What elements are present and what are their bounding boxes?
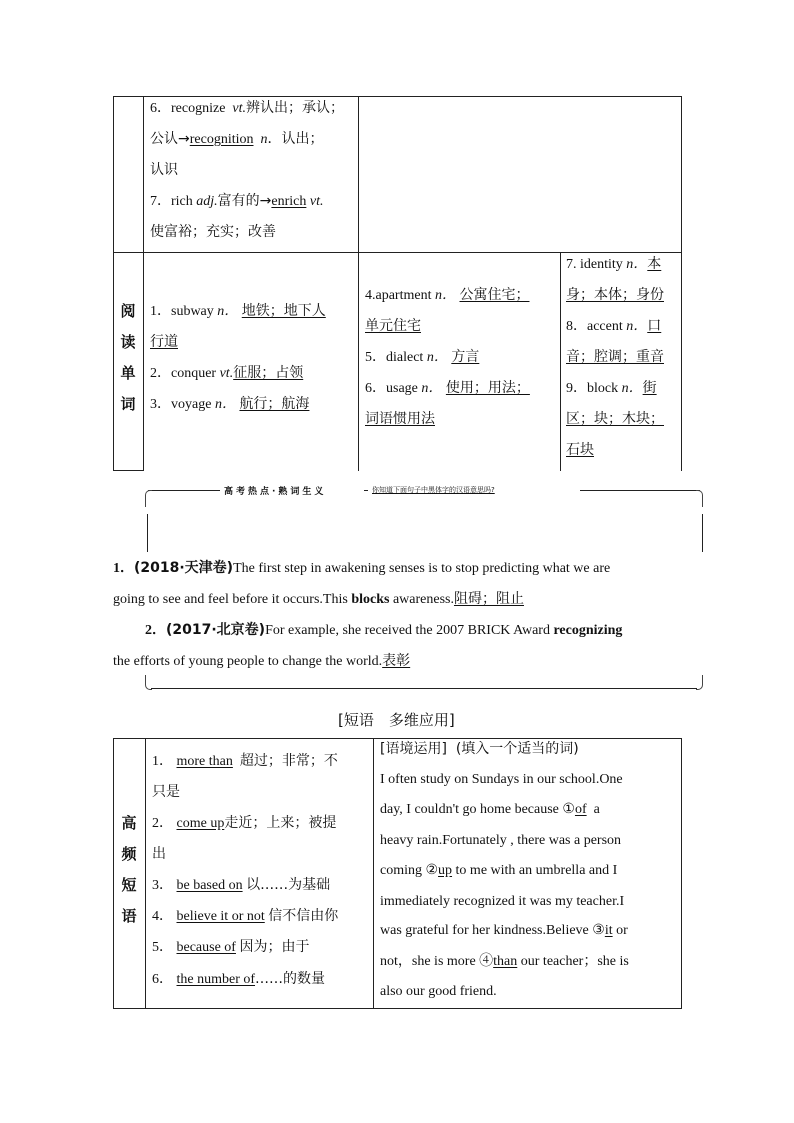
- phrase-1: 1． more than 超过；非常；不: [152, 753, 338, 769]
- word-conquer: 2．conquer vt.征服；占领: [150, 365, 304, 381]
- word-recognize-derivative: 公认→recognition n．认出；: [150, 131, 324, 147]
- word-usage: 6．usage n． 使用；用法；: [365, 380, 530, 396]
- word-rich: 7．rich adj.富有的→enrich vt.: [150, 193, 324, 209]
- context-line-6: was grateful for her kindness.Believe ③it or: [380, 923, 628, 938]
- t1-row-divider: [113, 252, 682, 253]
- phrase-1-def-cont: 只是: [152, 784, 180, 800]
- word-accent-def-cont: 音；腔调；重音: [566, 349, 664, 365]
- context-line-4: coming ②up to me with an umbrella and I: [380, 863, 618, 878]
- word-dialect: 5．dialect n． 方言: [365, 349, 480, 365]
- t1-bottom-left: [113, 470, 144, 471]
- banner-bottom-rule: [151, 688, 697, 689]
- t2-right-border: [681, 738, 682, 1009]
- word-recognize-def-cont: 认识: [150, 162, 178, 178]
- phrase-2-def-cont: 出: [152, 846, 166, 862]
- phrase-3: 3． be based on 以……为基础: [152, 877, 331, 893]
- context-line-2: day, I couldn't go home because ①of a: [380, 802, 600, 817]
- context-line-8: also our good friend.: [380, 984, 497, 999]
- word-block-def-cont: 区；块；木块；: [566, 411, 664, 427]
- banner-subtitle: 你知道下面句子中黑体字的汉语意思吗?: [372, 486, 495, 494]
- context-line-3: heavy rain.Fortunately , there was a person: [380, 833, 622, 848]
- phrase-4: 4． believe it or not 信不信由你: [152, 908, 339, 924]
- exam-q2-line2: the efforts of young people to change the world.表彰: [113, 653, 411, 669]
- section-label-phrases: 高 频 短 语: [121, 814, 137, 925]
- word-apartment-def-cont: 单元住宅: [365, 318, 421, 334]
- t1-right-border: [681, 96, 682, 471]
- banner-corner-tl: [145, 490, 152, 507]
- word-rich-def-cont: 使富裕；充实；改善: [150, 224, 276, 240]
- word-recognize: 6．recognize vt.辨认出；承认；: [150, 100, 345, 116]
- word-accent: 8．accent n．口: [566, 318, 662, 334]
- word-block: 9．block n．街: [566, 380, 657, 396]
- banner-left-rule: [147, 514, 148, 552]
- word-voyage: 3．voyage n． 航行；航海: [150, 396, 310, 412]
- word-apartment: 4.apartment n． 公寓住宅；: [365, 287, 530, 303]
- word-subway: 1．subway n． 地铁；地下人: [150, 303, 326, 319]
- word-identity: 7. identity n．本: [566, 256, 662, 272]
- banner-top-right-rule: [580, 490, 700, 491]
- t2-bottom-border: [113, 1008, 682, 1009]
- section-label-reading-words: 阅 读 单 词: [120, 302, 136, 413]
- t2-mid-border: [373, 738, 374, 1009]
- banner-top-left-rule: [148, 490, 220, 491]
- t1-top-border: [113, 96, 682, 97]
- banner-title: 高考热点·熟词生义: [224, 487, 327, 497]
- word-identity-def-cont: 身；本体；身份: [566, 287, 664, 303]
- phrase-section-heading: [短语 多维应用]: [338, 711, 455, 729]
- banner-corner-tr: [696, 490, 703, 507]
- t2-top-border: [113, 738, 682, 739]
- banner-corner-br: [696, 675, 703, 690]
- word-block-def-cont2: 石块: [566, 442, 594, 458]
- context-line-1: I often study on Sundays in our school.One: [380, 772, 623, 787]
- t1-col3-border: [560, 252, 561, 471]
- word-usage-def-cont: 词语惯用法: [365, 411, 435, 427]
- t1-label-col-border: [143, 96, 144, 471]
- t2-label-col-border: [145, 738, 146, 1009]
- t1-mid-border: [358, 96, 359, 471]
- banner-right-rule: [702, 514, 703, 552]
- exam-q1-line1: 1．(2018·天津卷)The first step in awakening senses is to stop predicting what we are: [113, 560, 611, 576]
- exam-q2-line1: 2．(2017·北京卷)For example, she received the 2007 BRICK Award recognizing: [145, 622, 623, 638]
- phrase-6: 6． the number of……的数量: [152, 971, 326, 987]
- exam-q1-line2: going to see and feel before it occurs.This blocks awareness.阻碍；阻止: [113, 591, 524, 607]
- context-line-5: immediately recognized it was my teacher.I: [380, 894, 625, 909]
- word-subway-def-cont: 行道: [150, 334, 178, 350]
- phrase-2: 2． come up走近；上来；被提: [152, 815, 337, 831]
- banner-top-mid-rule: [364, 490, 368, 491]
- phrase-5: 5． because of 因为；由于: [152, 939, 310, 955]
- context-line-7: not，she is more ④than our teacher；she is: [380, 954, 629, 969]
- context-title: [语境运用] (填入一个适当的词): [380, 741, 579, 757]
